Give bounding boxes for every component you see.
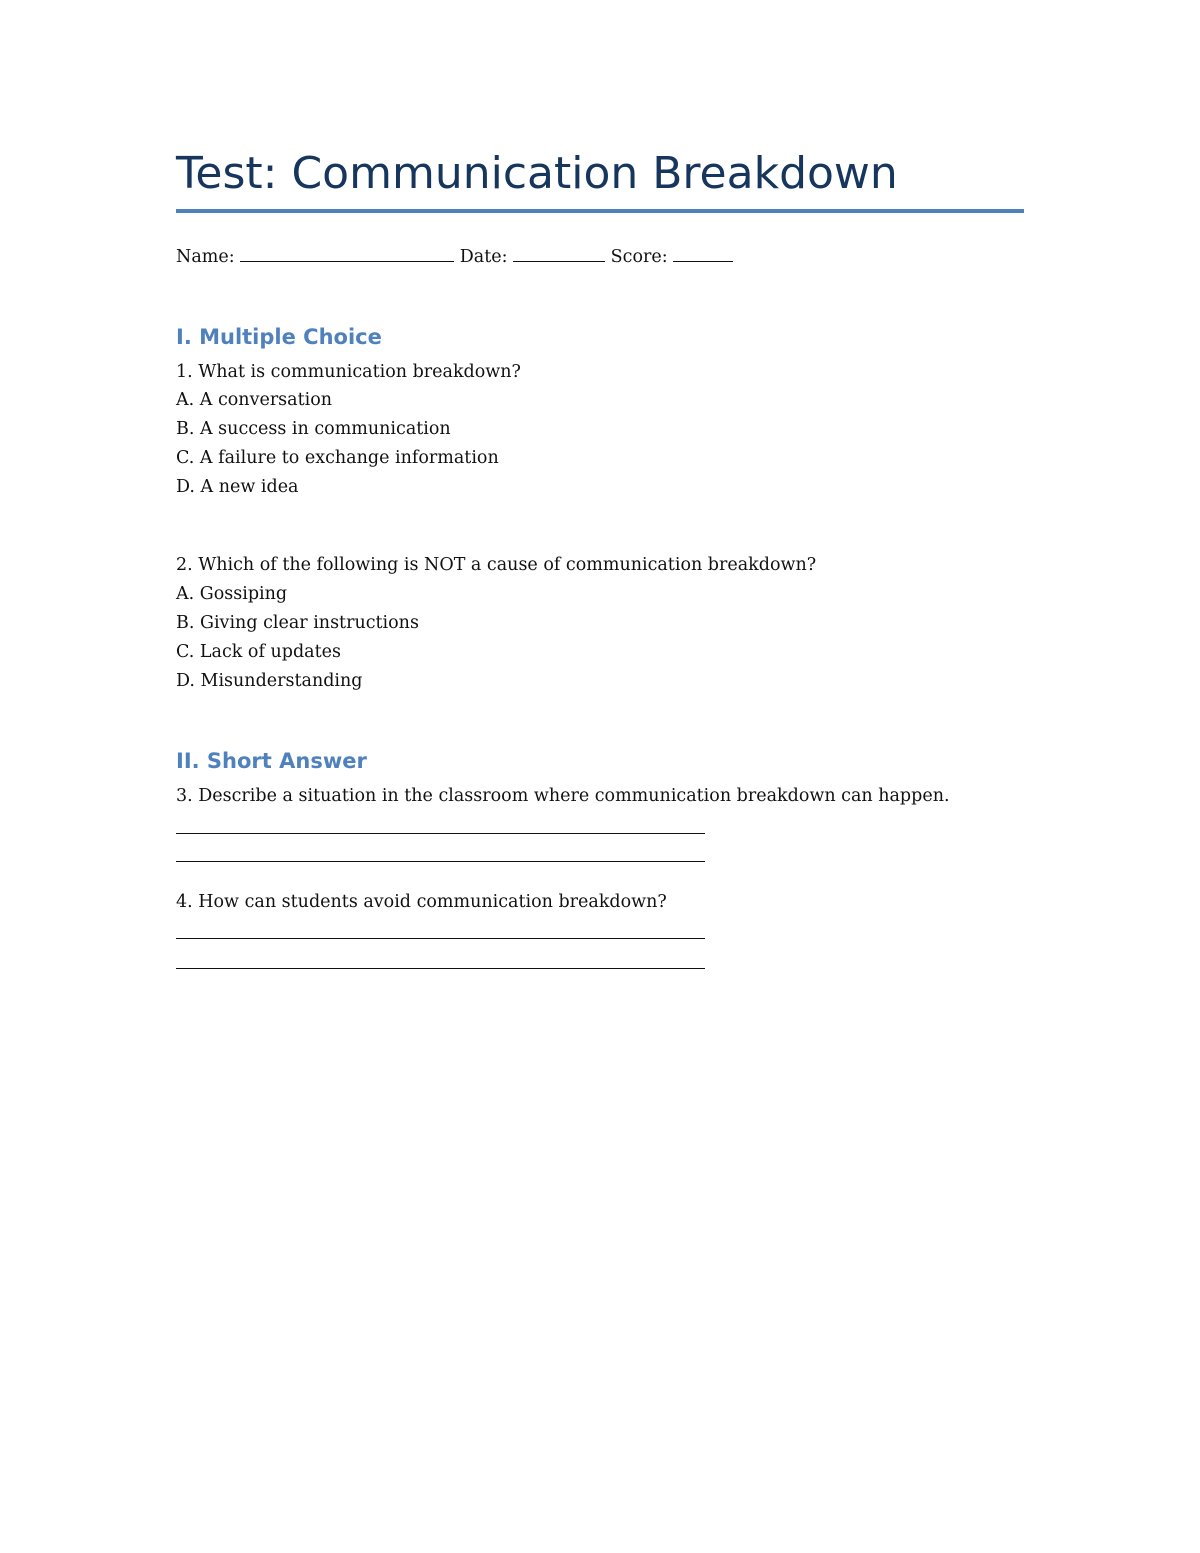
question-4: 4. How can students avoid communication breakdown?: [176, 892, 667, 912]
question-1-option-c: C. A failure to exchange information: [176, 448, 499, 468]
question-3: 3. Describe a situation in the classroom where communication breakdown can happen.: [176, 786, 950, 806]
document-title: Test: Communication Breakdown: [176, 148, 898, 199]
question-1: 1. What is communication breakdown?: [176, 362, 521, 382]
name-blank[interactable]: [240, 244, 454, 262]
multiple-choice-heading: I. Multiple Choice: [176, 325, 382, 349]
question-2: 2. Which of the following is NOT a cause of communication breakdown?: [176, 555, 817, 575]
question-3-answer-line-2[interactable]: [176, 861, 705, 862]
question-2-option-b: B. Giving clear instructions: [176, 613, 419, 633]
question-3-answer-line-1[interactable]: [176, 833, 705, 834]
question-2-option-d: D. Misunderstanding: [176, 671, 363, 691]
score-blank[interactable]: [673, 244, 733, 262]
date-label: Date:: [459, 247, 508, 267]
name-label: Name:: [176, 247, 235, 267]
title-underline-rule: [176, 209, 1024, 213]
short-answer-heading: II. Short Answer: [176, 749, 367, 773]
question-4-answer-line-1[interactable]: [176, 938, 705, 939]
question-1-option-b: B. A success in communication: [176, 419, 451, 439]
question-4-answer-line-2[interactable]: [176, 968, 705, 969]
student-info-fields: [176, 244, 733, 269]
question-1-option-a: A. A conversation: [176, 390, 333, 410]
question-2-option-c: C. Lack of updates: [176, 642, 341, 662]
question-1-option-d: D. A new idea: [176, 477, 299, 497]
date-blank[interactable]: [513, 244, 605, 262]
score-label: Score:: [610, 247, 668, 267]
question-2-option-a: A. Gossiping: [176, 584, 288, 604]
